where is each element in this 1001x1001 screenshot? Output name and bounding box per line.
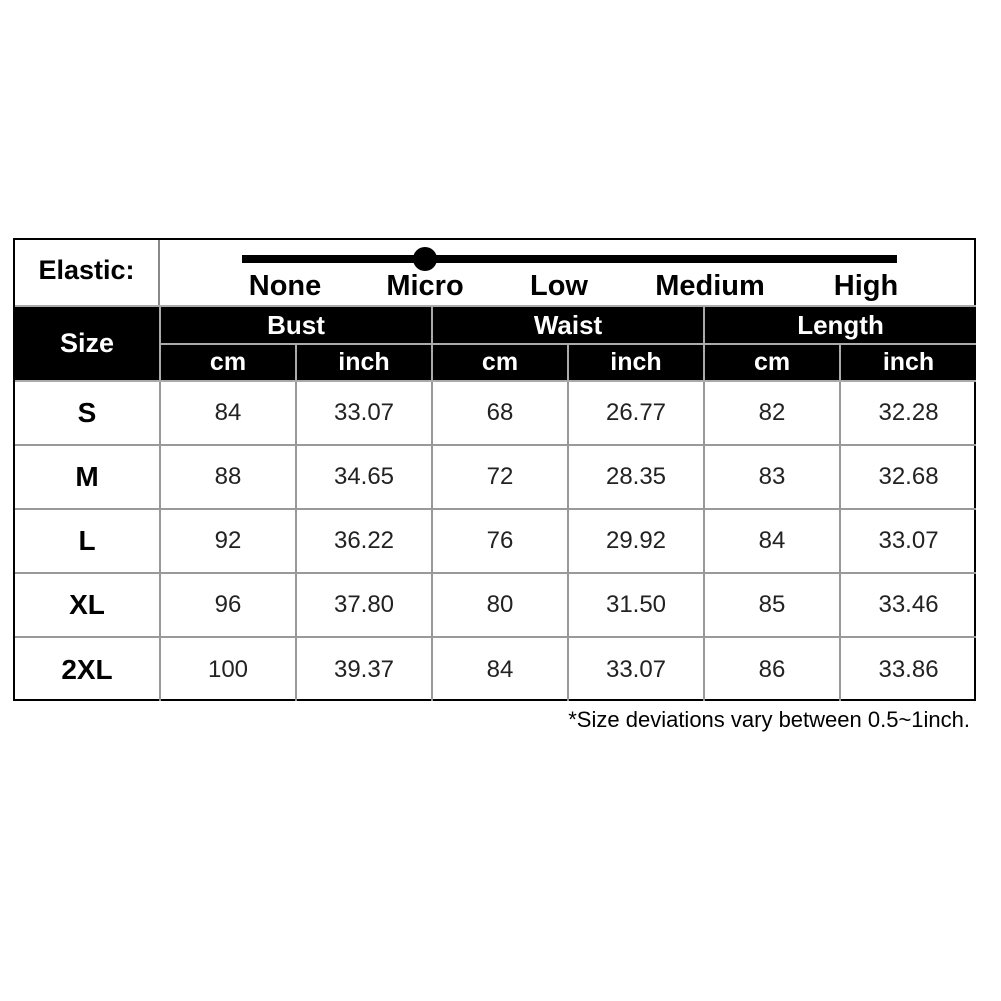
measurement-cell: 76 xyxy=(432,509,568,573)
measurement-cell: 32.68 xyxy=(840,445,976,509)
table-row xyxy=(15,637,976,701)
elastic-level-none: None xyxy=(248,270,322,302)
measurement-cell: 32.28 xyxy=(840,381,976,445)
measurement-cell: 92 xyxy=(160,509,296,573)
measurement-cell: 84 xyxy=(432,637,568,701)
size-cell: L xyxy=(15,509,160,573)
measurement-cell: 68 xyxy=(432,381,568,445)
size-chart xyxy=(13,238,976,701)
elastic-scale-marker xyxy=(413,247,437,271)
unit-header: inch xyxy=(568,344,704,381)
size-cell: M xyxy=(15,445,160,509)
measurement-cell: 31.50 xyxy=(568,573,704,637)
unit-header: cm xyxy=(704,344,840,381)
measurement-cell: 80 xyxy=(432,573,568,637)
measurement-cell: 33.07 xyxy=(568,637,704,701)
length-header: Length xyxy=(704,306,976,344)
table-row xyxy=(15,381,976,445)
unit-header: inch xyxy=(296,344,432,381)
measurement-cell: 100 xyxy=(160,637,296,701)
table-row xyxy=(15,509,976,573)
measurement-cell: 83 xyxy=(704,445,840,509)
waist-header: Waist xyxy=(432,306,704,344)
size-cell: 2XL xyxy=(15,637,160,701)
measurement-cell: 33.86 xyxy=(840,637,976,701)
measurement-cell: 33.07 xyxy=(840,509,976,573)
size-header: Size xyxy=(15,306,160,381)
table-row xyxy=(15,573,976,637)
measurement-cell: 34.65 xyxy=(296,445,432,509)
measurement-cell: 88 xyxy=(160,445,296,509)
elastic-level-medium: Medium xyxy=(655,270,765,302)
elastic-row xyxy=(15,240,974,307)
table-row xyxy=(15,445,976,509)
elastic-scale-track xyxy=(242,255,897,263)
size-cell: XL xyxy=(15,573,160,637)
unit-header: cm xyxy=(160,344,296,381)
size-deviation-note: *Size deviations vary between 0.5~1inch. xyxy=(568,707,970,732)
measurement-cell: 86 xyxy=(704,637,840,701)
measurement-cell: 85 xyxy=(704,573,840,637)
measurement-cell: 26.77 xyxy=(568,381,704,445)
measurement-cell: 37.80 xyxy=(296,573,432,637)
measurement-cell: 36.22 xyxy=(296,509,432,573)
measurement-cell: 39.37 xyxy=(296,637,432,701)
size-cell: S xyxy=(15,381,160,445)
measurement-cell: 28.35 xyxy=(568,445,704,509)
measurement-cell: 84 xyxy=(704,509,840,573)
elastic-level-high: High xyxy=(833,270,899,302)
bust-header: Bust xyxy=(160,306,432,344)
measurement-cell: 82 xyxy=(704,381,840,445)
elastic-level-micro: Micro xyxy=(386,270,464,302)
measurement-cell: 33.46 xyxy=(840,573,976,637)
unit-header: inch xyxy=(840,344,976,381)
size-table xyxy=(15,305,976,701)
measurement-cell: 84 xyxy=(160,381,296,445)
measurement-cell: 33.07 xyxy=(296,381,432,445)
elastic-level-low: Low xyxy=(530,270,588,302)
measurement-cell: 29.92 xyxy=(568,509,704,573)
unit-header: cm xyxy=(432,344,568,381)
measurement-cell: 96 xyxy=(160,573,296,637)
elastic-label: Elastic: xyxy=(15,240,160,305)
measurement-cell: 72 xyxy=(432,445,568,509)
